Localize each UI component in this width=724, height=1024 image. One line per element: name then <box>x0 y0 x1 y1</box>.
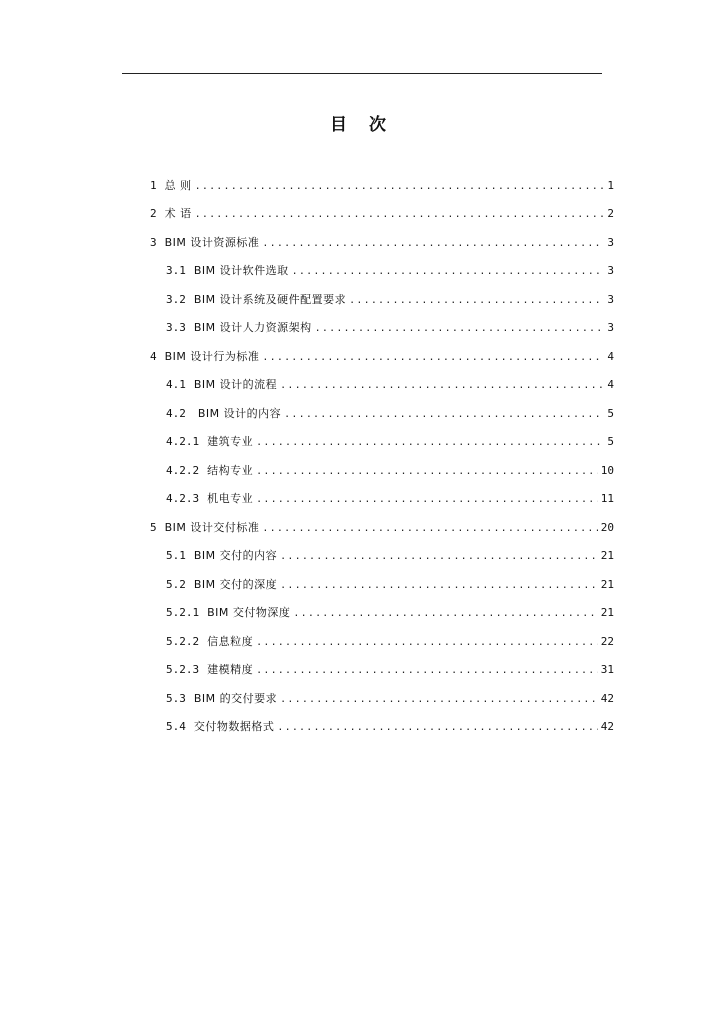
toc-leader <box>262 348 603 368</box>
toc-label: BIM 设计的流程 <box>193 378 278 391</box>
toc-label: 结构专业 <box>207 464 254 477</box>
toc-entry[interactable] <box>150 233 614 253</box>
toc-page: 1 <box>607 179 614 192</box>
toc-label: BIM 设计交付标准 <box>164 521 260 534</box>
toc-entry[interactable] <box>150 347 614 367</box>
toc-number: 5 <box>150 521 157 534</box>
toc-leader <box>256 433 603 453</box>
toc-number: 3.3 <box>166 321 186 334</box>
toc-leader <box>262 234 603 254</box>
toc-page: 42 <box>600 692 614 705</box>
toc-page: 31 <box>600 663 614 676</box>
toc-page: 3 <box>607 321 614 334</box>
toc-label: BIM 交付物深度 <box>207 606 291 619</box>
toc-entry[interactable] <box>166 261 614 281</box>
toc-page: 10 <box>600 464 614 477</box>
toc-entry[interactable] <box>166 318 614 338</box>
toc-label: BIM 设计行为标准 <box>164 350 260 363</box>
toc-page: 5 <box>607 435 614 448</box>
toc-leader <box>195 177 603 197</box>
toc-entry[interactable] <box>150 176 614 196</box>
toc-page: 22 <box>600 635 614 648</box>
toc-page: 3 <box>607 236 614 249</box>
toc-number: 3 <box>150 236 157 249</box>
toc-page: 21 <box>600 578 614 591</box>
toc-page: 4 <box>607 350 614 363</box>
toc-leader <box>280 576 598 596</box>
toc-leader <box>315 319 603 339</box>
toc-number: 4.2.2 <box>166 464 200 477</box>
toc-number: 5.2.2 <box>166 635 200 648</box>
toc-leader <box>256 661 598 681</box>
toc-number: 4.2 <box>166 407 186 420</box>
toc-page: 21 <box>600 549 614 562</box>
toc-number: 3.1 <box>166 264 186 277</box>
toc-number: 5.1 <box>166 549 186 562</box>
toc-leader <box>195 205 603 225</box>
toc-leader <box>292 262 603 282</box>
toc-number: 5.3 <box>166 692 186 705</box>
toc-entry[interactable] <box>166 290 614 310</box>
toc-leader <box>280 547 598 567</box>
toc-number: 1 <box>150 179 157 192</box>
toc-label: 建模精度 <box>207 663 254 676</box>
toc-entry[interactable] <box>166 632 614 652</box>
toc-label: BIM 交付的深度 <box>193 578 278 591</box>
page-title: 目 次 <box>330 115 394 135</box>
toc-label: BIM 设计的内容 <box>197 407 282 420</box>
toc-entry[interactable] <box>166 489 614 509</box>
toc-leader <box>262 519 597 539</box>
toc-label: 术 语 <box>164 207 192 220</box>
toc-page: 3 <box>607 264 614 277</box>
toc-entry[interactable] <box>166 461 614 481</box>
toc-entry[interactable] <box>166 689 614 709</box>
toc-entry[interactable] <box>166 404 614 424</box>
toc-leader <box>256 462 598 482</box>
toc-leader <box>280 376 603 396</box>
toc-leader <box>280 690 598 710</box>
toc-number: 4 <box>150 350 157 363</box>
toc-label: 总 则 <box>164 179 192 192</box>
toc-number: 4.1 <box>166 378 186 391</box>
toc-number: 2 <box>150 207 157 220</box>
toc-label: BIM 交付的内容 <box>193 549 278 562</box>
toc-entry[interactable] <box>166 575 614 595</box>
toc-number: 5.2.1 <box>166 606 200 619</box>
toc-label: 机电专业 <box>207 492 254 505</box>
toc-page: 2 <box>607 207 614 220</box>
toc-entry[interactable] <box>166 603 614 623</box>
toc-label: 建筑专业 <box>207 435 254 448</box>
toc-entry[interactable] <box>166 717 614 737</box>
toc-label: BIM 设计系统及硬件配置要求 <box>193 293 347 306</box>
toc-page: 21 <box>600 606 614 619</box>
toc-leader <box>284 405 603 425</box>
toc-page: 3 <box>607 293 614 306</box>
toc-page: 11 <box>600 492 614 505</box>
toc-leader <box>256 633 598 653</box>
toc-label: 交付物数据格式 <box>193 720 275 733</box>
toc-number: 5.2.3 <box>166 663 200 676</box>
toc-leader <box>256 490 598 510</box>
toc-label: BIM 设计资源标准 <box>164 236 260 249</box>
toc-leader <box>349 291 603 311</box>
toc-entry[interactable] <box>166 375 614 395</box>
toc-entry[interactable] <box>166 660 614 680</box>
toc-page: 20 <box>600 521 614 534</box>
toc-label: BIM 的交付要求 <box>193 692 278 705</box>
toc-number: 3.2 <box>166 293 186 306</box>
toc-label: 信息粒度 <box>207 635 254 648</box>
toc-leader <box>277 718 597 738</box>
toc-entry[interactable] <box>150 204 614 224</box>
toc-number: 4.2.1 <box>166 435 200 448</box>
toc-page: 4 <box>607 378 614 391</box>
toc-leader <box>293 604 597 624</box>
toc-number: 4.2.3 <box>166 492 200 505</box>
toc-entry[interactable] <box>166 432 614 452</box>
toc-entry[interactable] <box>166 546 614 566</box>
toc-label: BIM 设计软件选取 <box>193 264 289 277</box>
toc-page: 42 <box>600 720 614 733</box>
toc-entry[interactable] <box>150 518 614 538</box>
toc-label: BIM 设计人力资源架构 <box>193 321 312 334</box>
header-rule <box>122 73 602 74</box>
toc-number: 5.2 <box>166 578 186 591</box>
toc-number: 5.4 <box>166 720 186 733</box>
toc-page: 5 <box>607 407 614 420</box>
